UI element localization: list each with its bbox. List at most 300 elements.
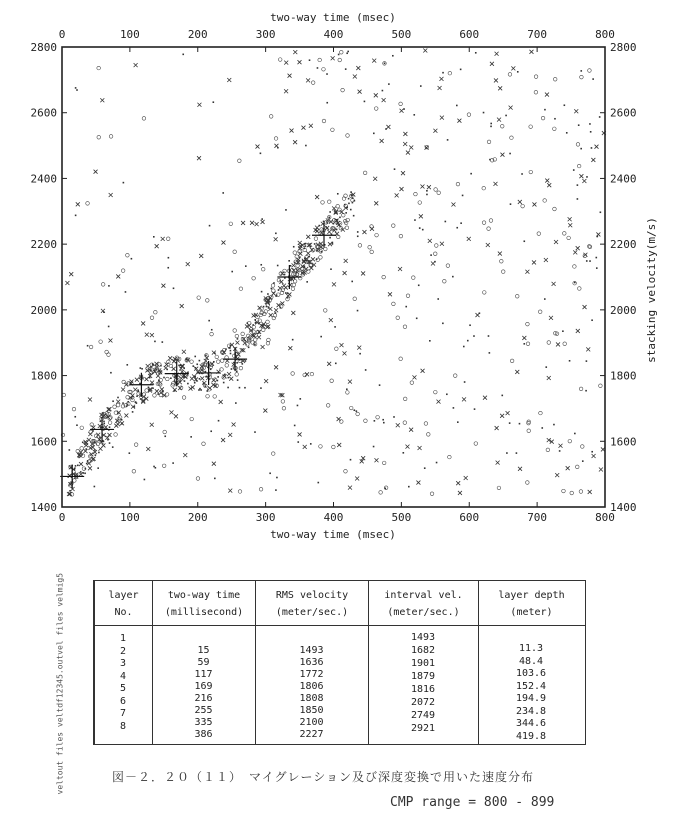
semblance-dot-mark xyxy=(178,365,180,367)
semblance-dot-mark xyxy=(121,419,123,421)
semblance-o-mark xyxy=(202,442,206,446)
semblance-dot-mark xyxy=(268,303,270,305)
semblance-x-mark xyxy=(269,313,273,317)
semblance-o-mark xyxy=(99,340,103,344)
table-cell: 48.4 xyxy=(518,655,544,667)
semblance-x-mark xyxy=(161,237,165,241)
semblance-dot-mark xyxy=(210,430,212,432)
semblance-dot-mark xyxy=(196,363,198,365)
semblance-x-mark xyxy=(574,109,578,113)
semblance-x-mark xyxy=(116,274,120,278)
semblance-x-mark xyxy=(88,398,92,402)
semblance-dot-mark xyxy=(337,193,339,195)
table-cell: 2227 xyxy=(299,729,324,740)
semblance-dot-mark xyxy=(541,427,543,429)
semblance-o-mark xyxy=(235,373,239,377)
semblance-x-mark xyxy=(107,433,111,437)
layer-velocity-table xyxy=(93,580,586,745)
semblance-dot-mark xyxy=(293,246,295,248)
table-cell: 1493 xyxy=(410,632,436,643)
semblance-dot-mark xyxy=(470,173,472,175)
semblance-dot-mark xyxy=(582,460,584,462)
semblance-x-mark xyxy=(428,239,432,243)
semblance-o-mark xyxy=(510,359,514,363)
semblance-x-mark xyxy=(456,481,460,485)
semblance-o-mark xyxy=(534,75,538,79)
semblance-dot-mark xyxy=(275,233,277,235)
semblance-o-mark xyxy=(233,329,237,333)
semblance-o-mark xyxy=(327,200,331,204)
semblance-dot-mark xyxy=(314,243,316,245)
semblance-o-mark xyxy=(456,182,460,186)
semblance-x-mark xyxy=(498,252,502,256)
semblance-o-mark xyxy=(489,219,493,223)
semblance-o-mark xyxy=(435,244,439,248)
semblance-o-mark xyxy=(508,73,512,77)
y-tick-label-left: 1600 xyxy=(30,435,57,449)
semblance-o-mark xyxy=(271,284,275,288)
semblance-x-mark xyxy=(497,118,501,122)
semblance-dot-mark xyxy=(244,387,246,389)
semblance-x-mark xyxy=(373,177,377,181)
semblance-dot-mark xyxy=(408,486,410,488)
semblance-o-mark xyxy=(72,407,76,411)
semblance-o-mark xyxy=(529,125,533,129)
semblance-o-mark xyxy=(278,58,282,62)
semblance-dot-mark xyxy=(121,423,123,425)
table-cell: 1901 xyxy=(410,658,436,669)
semblance-dot-mark xyxy=(345,68,347,70)
semblance-dot-mark xyxy=(245,265,247,267)
semblance-dot-mark xyxy=(299,256,301,258)
semblance-x-mark xyxy=(500,153,504,157)
semblance-dot-mark xyxy=(420,85,422,87)
semblance-dot-mark xyxy=(76,89,78,91)
x-tick-label-top: 300 xyxy=(255,28,276,41)
semblance-o-mark xyxy=(568,439,572,443)
semblance-x-mark xyxy=(361,271,365,275)
semblance-x-mark xyxy=(197,156,201,160)
semblance-o-mark xyxy=(293,251,297,255)
semblance-dot-mark xyxy=(559,450,561,452)
semblance-x-mark xyxy=(511,66,515,70)
semblance-dot-mark xyxy=(155,467,157,469)
semblance-dot-mark xyxy=(516,452,518,454)
semblance-dot-mark xyxy=(577,184,579,186)
semblance-x-mark xyxy=(493,182,497,186)
semblance-dot-mark xyxy=(483,112,485,114)
semblance-x-mark xyxy=(164,366,168,370)
semblance-x-mark xyxy=(305,372,309,376)
semblance-o-mark xyxy=(116,403,120,407)
semblance-x-mark xyxy=(412,375,416,379)
semblance-o-mark xyxy=(210,332,214,336)
y-tick-label-left: 1400 xyxy=(30,501,57,514)
semblance-x-mark xyxy=(462,397,466,401)
semblance-dot-mark xyxy=(273,282,275,284)
semblance-dot-mark xyxy=(489,352,491,354)
semblance-o-mark xyxy=(190,417,194,421)
semblance-o-mark xyxy=(467,113,471,117)
semblance-dot-mark xyxy=(297,441,299,443)
semblance-x-mark xyxy=(483,396,487,400)
semblance-dot-mark xyxy=(103,423,105,425)
semblance-dot-mark xyxy=(260,387,262,389)
y-tick-label-right: 2800 xyxy=(610,41,637,54)
semblance-x-mark xyxy=(306,235,310,239)
semblance-o-mark xyxy=(241,332,245,336)
semblance-x-mark xyxy=(440,242,444,246)
semblance-dot-mark xyxy=(357,235,359,237)
semblance-o-mark xyxy=(197,296,201,300)
semblance-x-mark xyxy=(301,126,305,130)
semblance-o-mark xyxy=(225,364,229,368)
semblance-x-mark xyxy=(292,263,296,267)
semblance-x-mark xyxy=(232,423,236,427)
semblance-dot-mark xyxy=(170,377,172,379)
semblance-o-mark xyxy=(330,379,334,383)
y-tick-label-right: 2600 xyxy=(610,106,637,120)
semblance-x-mark xyxy=(169,410,173,414)
semblance-x-mark xyxy=(263,409,267,413)
semblance-dot-mark xyxy=(132,411,134,413)
semblance-x-mark xyxy=(380,139,384,143)
semblance-dot-mark xyxy=(419,227,421,229)
semblance-dot-mark xyxy=(152,363,154,365)
semblance-dot-mark xyxy=(509,422,511,424)
semblance-x-mark xyxy=(186,262,190,266)
semblance-dot-mark xyxy=(126,405,128,407)
semblance-dot-mark xyxy=(154,341,156,343)
semblance-x-mark xyxy=(146,364,150,368)
semblance-o-mark xyxy=(578,287,582,291)
semblance-o-mark xyxy=(375,233,379,237)
semblance-x-mark xyxy=(451,202,455,206)
semblance-dot-mark xyxy=(333,223,335,225)
semblance-o-mark xyxy=(114,433,118,437)
semblance-x-mark xyxy=(582,179,586,183)
y-tick-label-left: 2800 xyxy=(30,41,57,54)
semblance-dot-mark xyxy=(385,128,387,130)
semblance-dot-mark xyxy=(162,341,164,343)
semblance-dot-mark xyxy=(77,465,79,467)
semblance-dot-mark xyxy=(305,245,307,247)
semblance-x-mark xyxy=(440,116,444,120)
semblance-dot-mark xyxy=(596,267,598,269)
semblance-o-mark xyxy=(553,207,557,211)
semblance-dot-mark xyxy=(317,67,319,69)
semblance-o-mark xyxy=(340,420,344,424)
semblance-x-mark xyxy=(168,356,172,360)
semblance-x-mark xyxy=(229,377,233,381)
semblance-dot-mark xyxy=(354,200,356,202)
semblance-x-mark xyxy=(576,246,580,250)
semblance-o-mark xyxy=(166,237,170,241)
semblance-x-mark xyxy=(495,426,499,430)
semblance-o-mark xyxy=(487,140,491,144)
semblance-o-mark xyxy=(437,191,441,195)
semblance-x-mark xyxy=(98,447,102,451)
semblance-dot-mark xyxy=(87,460,89,462)
semblance-dot-mark xyxy=(446,393,448,395)
semblance-dot-mark xyxy=(109,426,111,428)
semblance-o-mark xyxy=(567,236,571,240)
semblance-o-mark xyxy=(443,279,447,283)
semblance-dot-mark xyxy=(233,362,235,364)
semblance-x-mark xyxy=(421,369,425,373)
semblance-o-mark xyxy=(546,448,550,452)
semblance-o-mark xyxy=(364,419,368,423)
semblance-dot-mark xyxy=(294,278,296,280)
semblance-x-mark xyxy=(150,381,154,385)
semblance-dot-mark xyxy=(338,54,340,56)
semblance-o-mark xyxy=(113,405,117,409)
semblance-x-mark xyxy=(284,286,288,290)
semblance-dot-mark xyxy=(586,360,588,362)
semblance-x-mark xyxy=(227,78,231,82)
semblance-dot-mark xyxy=(129,452,131,454)
semblance-x-mark xyxy=(116,400,120,404)
semblance-dot-mark xyxy=(260,153,262,155)
header-layer-no: layer No. xyxy=(108,590,139,618)
semblance-o-mark xyxy=(538,310,542,314)
table-cell: 1682 xyxy=(410,645,436,656)
semblance-o-mark xyxy=(553,77,557,81)
semblance-o-mark xyxy=(534,90,538,94)
table-cell: 15 xyxy=(197,645,210,656)
y-tick-label-left: 2200 xyxy=(30,238,57,252)
semblance-x-mark xyxy=(362,230,366,234)
semblance-x-mark xyxy=(588,490,592,494)
semblance-dot-mark xyxy=(434,261,436,263)
semblance-o-mark xyxy=(562,232,566,236)
semblance-x-mark xyxy=(272,291,276,295)
semblance-o-mark xyxy=(335,347,339,351)
semblance-dot-mark xyxy=(108,326,110,328)
semblance-dot-mark xyxy=(100,420,102,422)
semblance-o-mark xyxy=(515,294,519,298)
semblance-dot-mark xyxy=(158,380,160,382)
semblance-o-mark xyxy=(261,267,265,271)
semblance-dot-mark xyxy=(299,398,301,400)
semblance-o-mark xyxy=(73,479,77,483)
table-cell: 234.8 xyxy=(515,705,547,717)
semblance-dot-mark xyxy=(344,204,346,206)
semblance-o-mark xyxy=(406,294,410,298)
semblance-o-mark xyxy=(293,279,297,283)
semblance-o-mark xyxy=(166,377,170,381)
semblance-x-mark xyxy=(374,458,378,462)
semblance-o-mark xyxy=(341,88,345,92)
semblance-o-mark xyxy=(433,252,437,256)
semblance-o-mark xyxy=(434,390,438,394)
semblance-x-mark xyxy=(155,244,159,248)
semblance-dot-mark xyxy=(329,211,331,213)
semblance-dot-mark xyxy=(194,382,196,384)
semblance-dot-mark xyxy=(392,55,394,57)
semblance-x-mark xyxy=(76,202,80,206)
semblance-dot-mark xyxy=(228,377,230,379)
semblance-o-mark xyxy=(342,197,346,201)
semblance-o-mark xyxy=(370,250,374,254)
semblance-dot-mark xyxy=(275,489,277,491)
semblance-dot-mark xyxy=(261,291,263,293)
semblance-x-mark xyxy=(298,252,302,256)
y-tick-label-right: 1800 xyxy=(610,369,637,383)
semblance-o-mark xyxy=(314,237,318,241)
semblance-o-mark xyxy=(482,221,486,225)
semblance-o-mark xyxy=(353,297,357,301)
semblance-x-mark xyxy=(133,388,137,392)
semblance-x-mark xyxy=(146,447,150,451)
semblance-dot-mark xyxy=(192,365,194,367)
semblance-dot-mark xyxy=(296,272,298,274)
semblance-o-mark xyxy=(205,299,209,303)
semblance-o-mark xyxy=(311,81,315,85)
semblance-o-mark xyxy=(358,244,362,248)
semblance-o-mark xyxy=(266,320,270,324)
semblance-dot-mark xyxy=(266,306,268,308)
semblance-o-mark xyxy=(89,345,93,349)
semblance-o-mark xyxy=(346,391,350,395)
semblance-dot-mark xyxy=(467,340,469,342)
semblance-x-mark xyxy=(255,222,259,226)
semblance-x-mark xyxy=(406,151,410,155)
picked-velocity-cross xyxy=(60,464,84,488)
table-cell: 1493 xyxy=(299,645,324,656)
semblance-dot-mark xyxy=(74,416,76,418)
semblance-x-mark xyxy=(427,185,431,189)
semblance-x-mark xyxy=(423,49,427,53)
semblance-o-mark xyxy=(497,486,501,490)
semblance-dot-mark xyxy=(335,363,337,365)
semblance-x-mark xyxy=(405,445,409,449)
semblance-o-mark xyxy=(575,465,579,469)
semblance-o-mark xyxy=(338,208,342,212)
semblance-dot-mark xyxy=(569,360,571,362)
semblance-dot-mark xyxy=(373,133,375,135)
semblance-dot-mark xyxy=(184,380,186,382)
semblance-dot-mark xyxy=(574,282,576,284)
semblance-x-mark xyxy=(284,89,288,93)
semblance-x-mark xyxy=(116,422,120,426)
semblance-dot-mark xyxy=(416,318,418,320)
semblance-dot-mark xyxy=(580,70,582,72)
semblance-o-mark xyxy=(252,325,256,329)
semblance-x-mark xyxy=(573,250,577,254)
semblance-o-mark xyxy=(182,396,186,400)
semblance-x-mark xyxy=(255,145,259,149)
table-cell: 386 xyxy=(194,729,213,740)
semblance-o-mark xyxy=(391,224,395,228)
semblance-x-mark xyxy=(91,425,95,429)
semblance-dot-mark xyxy=(437,298,439,300)
semblance-o-mark xyxy=(322,68,326,72)
semblance-dot-mark xyxy=(205,355,207,357)
semblance-x-mark xyxy=(290,129,294,133)
semblance-x-mark xyxy=(547,376,551,380)
semblance-o-mark xyxy=(396,316,400,320)
y-tick-label-left: 2000 xyxy=(30,303,57,317)
semblance-dot-mark xyxy=(336,229,338,231)
semblance-dot-mark xyxy=(205,371,207,373)
semblance-dot-mark xyxy=(304,243,306,245)
semblance-o-mark xyxy=(259,487,263,491)
semblance-dot-mark xyxy=(123,182,125,184)
semblance-o-mark xyxy=(220,368,224,372)
semblance-o-mark xyxy=(282,406,286,410)
semblance-x-mark xyxy=(340,210,344,214)
semblance-x-mark xyxy=(304,267,308,271)
semblance-x-mark xyxy=(547,183,551,187)
semblance-x-mark xyxy=(409,145,413,149)
semblance-o-mark xyxy=(121,269,125,273)
semblance-x-mark xyxy=(348,486,352,490)
semblance-o-mark xyxy=(238,159,242,163)
semblance-dot-mark xyxy=(150,366,152,368)
semblance-x-mark xyxy=(284,61,288,65)
semblance-dot-mark xyxy=(102,412,104,414)
semblance-dot-mark xyxy=(277,265,279,267)
table-cell: 255 xyxy=(194,705,213,716)
semblance-dot-mark xyxy=(69,449,71,451)
semblance-o-mark xyxy=(379,491,383,495)
semblance-o-mark xyxy=(292,283,296,287)
semblance-o-mark xyxy=(580,75,584,79)
semblance-dot-mark xyxy=(388,83,390,85)
semblance-x-mark xyxy=(309,124,313,128)
semblance-x-mark xyxy=(506,411,510,415)
semblance-dot-mark xyxy=(194,376,196,378)
semblance-o-mark xyxy=(323,309,327,313)
semblance-x-mark xyxy=(532,260,536,264)
semblance-x-mark xyxy=(555,473,559,477)
semblance-dot-mark xyxy=(230,353,232,355)
semblance-o-mark xyxy=(482,186,486,190)
semblance-o-mark xyxy=(414,192,418,196)
semblance-x-mark xyxy=(344,259,348,263)
semblance-x-mark xyxy=(101,309,105,313)
semblance-dot-mark xyxy=(329,237,331,239)
semblance-dot-mark xyxy=(294,425,296,427)
semblance-dot-mark xyxy=(595,257,597,259)
semblance-dot-mark xyxy=(152,387,154,389)
semblance-dot-mark xyxy=(138,391,140,393)
semblance-o-mark xyxy=(399,234,403,238)
semblance-dot-mark xyxy=(92,430,94,432)
semblance-dot-mark xyxy=(187,383,189,385)
semblance-o-mark xyxy=(563,342,567,346)
semblance-dot-mark xyxy=(80,471,82,473)
semblance-x-mark xyxy=(568,223,572,227)
table-cell: 2749 xyxy=(410,710,436,721)
semblance-dot-mark xyxy=(350,191,352,193)
semblance-x-mark xyxy=(124,383,128,387)
semblance-dot-mark xyxy=(325,226,327,228)
semblance-o-mark xyxy=(580,445,584,449)
semblance-x-mark xyxy=(418,446,422,450)
semblance-dot-mark xyxy=(222,192,224,194)
table-cell: 169 xyxy=(194,681,213,692)
semblance-x-mark xyxy=(219,400,223,404)
semblance-dot-mark xyxy=(591,147,593,149)
semblance-x-mark xyxy=(599,467,603,471)
semblance-x-mark xyxy=(566,466,570,470)
x-tick-label-bottom: 700 xyxy=(527,511,548,524)
semblance-o-mark xyxy=(500,124,504,128)
semblance-o-mark xyxy=(537,232,541,236)
semblance-dot-mark xyxy=(224,374,226,376)
